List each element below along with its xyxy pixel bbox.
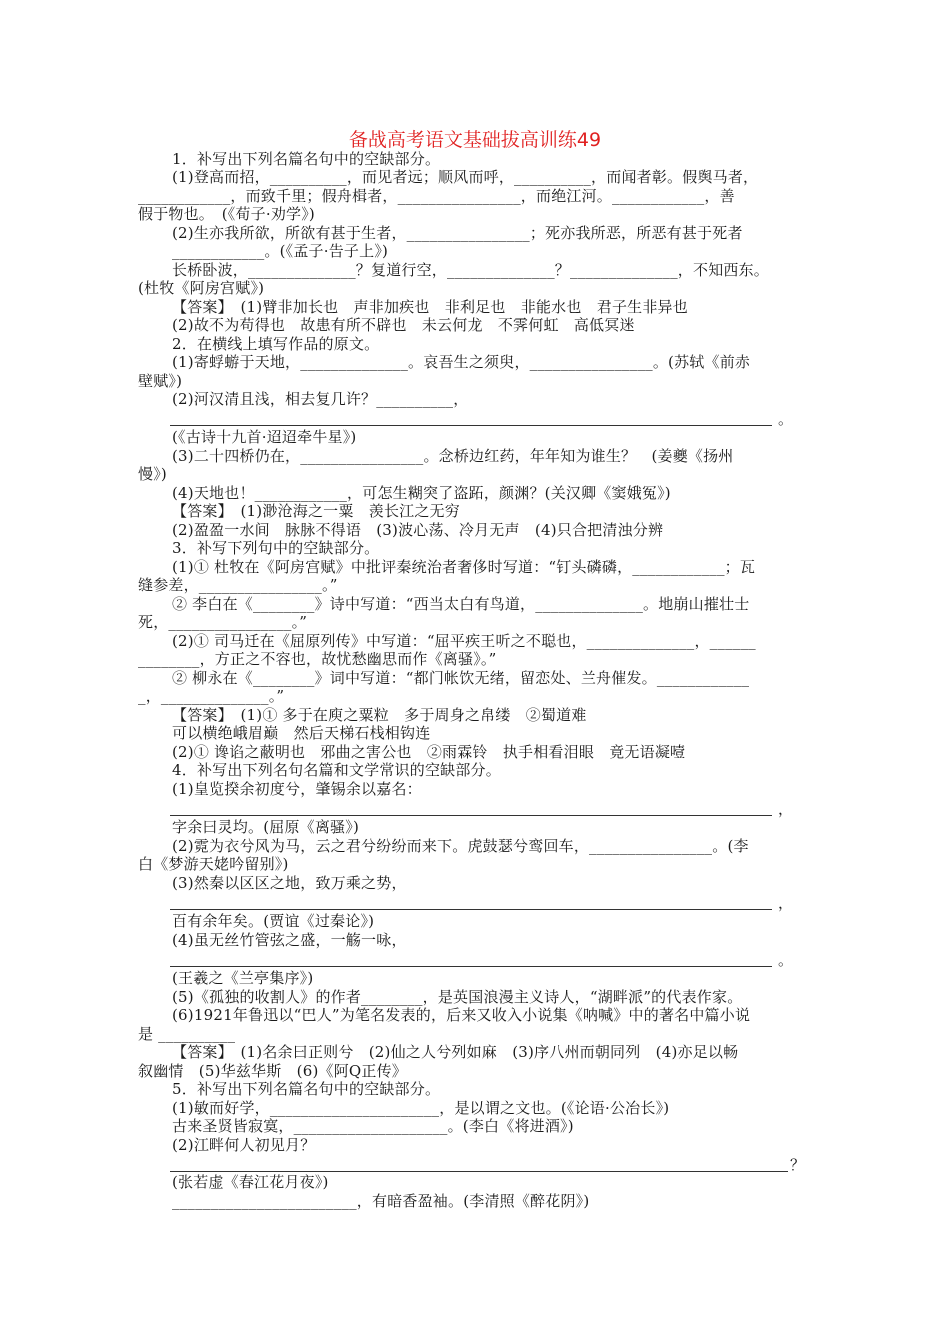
question-4-heading: 4．补写出下列名句名篇和文学常识的空缺部分。	[172, 761, 501, 779]
text-line: 缝参差，________________。”	[138, 576, 338, 594]
text-line: ____________。(《孟子·告子上》)	[172, 242, 389, 260]
text-line: (2)河汉清且浅，相去复几许？__________，	[172, 390, 469, 408]
text-line: 慢》)	[138, 465, 167, 483]
text-line: _，______________。”	[138, 687, 285, 705]
text-line: (2)江畔何人初见月？	[172, 1136, 316, 1154]
text-line: (1)① 杜牧在《阿房宫赋》中批评秦统治者奢侈时写道：“钉头磷磷，____________；瓦	[172, 558, 756, 576]
text-line: (《古诗十九首·迢迢牵牛星》)	[172, 428, 357, 446]
text-line: 长桥卧波，______________？复道行空，______________？______________，不知西东。	[172, 261, 770, 279]
question-2-heading: 2．在横线上填写作品的原文。	[172, 335, 380, 353]
text-line: 是 __________	[138, 1025, 236, 1043]
text-line: (张若虚《春江花月夜》)	[172, 1173, 329, 1191]
page-title: 备战高考语文基础拔高训练49	[348, 129, 602, 151]
answer-line: 叙幽情 (5)华兹华斯 (6)《阿Q正传》	[138, 1062, 407, 1080]
answer-line: 可以横绝峨眉巅 然后天梯石栈相钩连	[172, 724, 431, 742]
answer-line: 【答案】 (1)臂非加长也 声非加疾也 非利足也 非能水也 君子生非异也	[172, 298, 688, 316]
answer-blank-line	[170, 909, 772, 910]
answer-line: 【答案】 (1)名余曰正则兮 (2)仙之人兮列如麻 (3)序八州而朝同列 (4)亦足以畅	[172, 1043, 739, 1061]
text-line: 假于物也。 (《荀子·劝学》)	[138, 205, 315, 223]
text-line: (1)登高而招，__________，而见者远；顺风而呼，__________，而闻者彰。假舆马者，	[172, 168, 759, 186]
text-line: 。	[778, 410, 794, 428]
question-1-heading: 1．补写出下列名篇名句中的空缺部分。	[172, 150, 441, 168]
text-line: 。	[778, 951, 794, 969]
text-line: 白《梦游天姥吟留别》)	[138, 855, 289, 873]
text-line: 古来圣贤皆寂寞，____________________。(李白《将进酒》)	[172, 1117, 574, 1135]
answer-line: (2)故不为苟得也 故患有所不辟也 未云何龙 不霁何虹 高低冥迷	[172, 316, 635, 334]
text-line: (2)霓为衣兮风为马，云之君兮纷纷而来下。虎鼓瑟兮鸾回车，________________。(李	[172, 837, 749, 855]
text-line: (1)敏而好学，______________________，是以谓之文也。(《论语·公冶长》)	[172, 1099, 670, 1117]
answer-blank-line	[170, 425, 772, 426]
text-line: (5)《孤独的收割人》的作者________，是英国浪漫主义诗人，“湖畔派”的代表作家。	[172, 988, 743, 1006]
text-line: 壁赋》)	[138, 372, 183, 390]
text-line: 字余曰灵均。(屈原《离骚》)	[172, 818, 360, 836]
text-line: ，	[778, 894, 794, 912]
question-5-heading: 5．补写出下列名篇名句中的空缺部分。	[172, 1080, 441, 1098]
question-3-heading: 3．补写下列句中的空缺部分。	[172, 539, 380, 557]
answer-line: (2)① 谗谄之蔽明也 邪曲之害公也 ②雨霖铃 执手相看泪眼 竟无语凝噎	[172, 743, 686, 761]
text-line: (2)① 司马迁在《屈原列传》中写道：“屈平疾王听之不聪也，______________，______	[172, 632, 756, 650]
text-line: (杜牧《阿房宫赋》)	[138, 279, 265, 297]
text-line: ，	[778, 800, 794, 818]
text-line: ？	[790, 1156, 806, 1174]
text-line: ________________________，有暗香盈袖。(李清照《醉花阴》)	[172, 1192, 590, 1210]
text-line: 死，________________。”	[138, 613, 308, 631]
text-line: (3)然秦以区区之地，致万乘之势，	[172, 874, 407, 892]
answer-line: (2)盈盈一水间 脉脉不得语 (3)波心荡、冷月无声 (4)只合把清浊分辨	[172, 521, 664, 539]
text-line: (4)虽无丝竹管弦之盛，一觞一咏，	[172, 931, 407, 949]
text-line: 百有余年矣。(贾谊《过秦论》)	[172, 912, 375, 930]
text-line: (王羲之《兰亭集序》)	[172, 969, 314, 987]
text-line: ② 李白在《________》诗中写道：“西当太白有鸟道，______________。地崩山摧壮士	[172, 595, 750, 613]
answer-line: 【答案】 (1)① 多于在庾之粟粒 多于周身之帛缕 ②蜀道难	[172, 706, 587, 724]
text-line: ____________，而致千里；假舟楫者，________________，而绝江河。____________，善	[138, 187, 735, 205]
answer-blank-line	[170, 966, 772, 967]
text-line: (1)皇览揆余初度兮，肇锡余以嘉名：	[172, 780, 422, 798]
text-line: ② 柳永在《________》词中写道：“都门帐饮无绪，留恋处、兰舟催发。____________	[172, 669, 750, 687]
text-line: (1)寄蜉蝣于天地，______________。哀吾生之须臾，________________。(苏轼《前赤	[172, 353, 751, 371]
text-line: (6)1921年鲁迅以“巴人”为笔名发表的，后来又收入小说集《呐喊》中的著名中篇小说	[172, 1006, 751, 1024]
text-line: (4)天地也！____________，可怎生糊突了盗跖，颜渊？(关汉卿《窦娥冤》)	[172, 484, 671, 502]
answer-blank-line	[170, 815, 772, 816]
text-line: (3)二十四桥仍在，________________。念桥边红药，年年知为谁生？ (姜夔《扬州	[172, 447, 734, 465]
answer-blank-line	[170, 1171, 788, 1172]
answer-line: 【答案】 (1)渺沧海之一粟 羡长江之无穷	[172, 502, 460, 520]
text-line: ________，方正之不容也，故忧愁幽思而作《离骚》。”	[138, 650, 497, 668]
text-line: (2)生亦我所欲，所欲有甚于生者，________________；死亦我所恶，所恶有甚于死者	[172, 224, 743, 242]
